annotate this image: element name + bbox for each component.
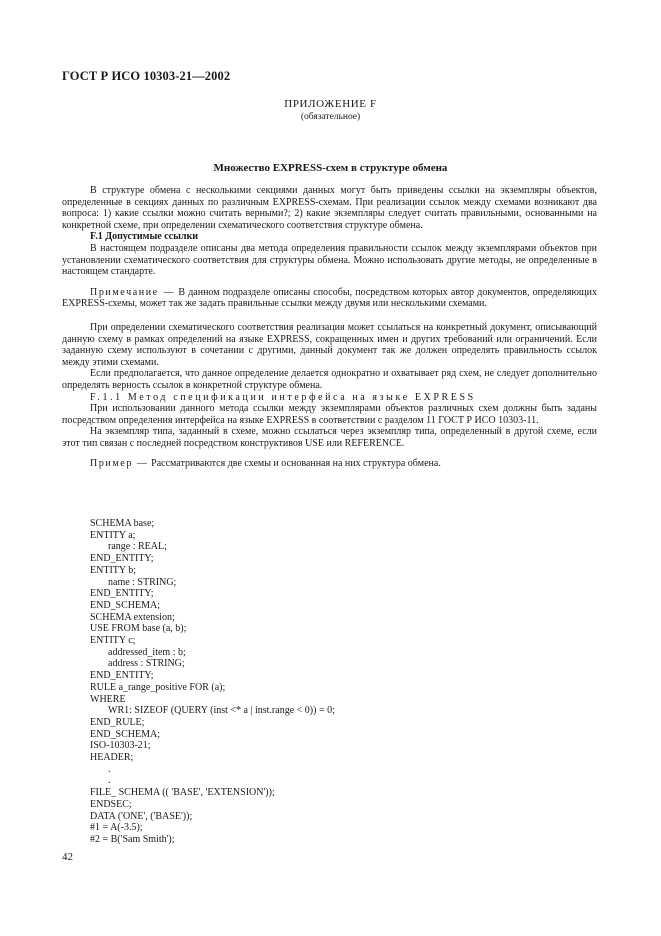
code-line: ENTITY b; bbox=[90, 564, 137, 576]
example-label: Пример — bbox=[90, 458, 149, 470]
code-line: END_ENTITY; bbox=[90, 553, 154, 565]
paragraph-conformance: При определении схематического соответствия реализация может ссылаться на конкретный документ, описывающий данную схему в рамках определений на языке EXPRESS, сокращенных имен и других требований или ограничений. Если заданную схему используют в сочетании с другими, данный документ так же должен определять правильность ссылок между этими схемами. bbox=[62, 321, 597, 368]
code-line: #2 = B('Sam Smith'); bbox=[90, 833, 175, 845]
appendix-subtitle: (обязательное) bbox=[300, 112, 361, 122]
code-line: SCHEMA extension; bbox=[90, 611, 175, 623]
example-text: Рассматриваются две схемы и основанная на них структура обмена. bbox=[148, 458, 441, 470]
section-heading-f1: F.1 Допустимые ссылки bbox=[90, 231, 199, 243]
code-line: END_ENTITY; bbox=[90, 588, 154, 600]
code-line: USE FROM base (a, b); bbox=[90, 623, 187, 635]
paragraph-interface: При использовании данного метода ссылки между экземплярами объектов различных схем должны быть заданы посредством определения интерфейса на языке EXPRESS в соответствии с разделом 11 ГОСТ Р ИСО 10303-11. bbox=[62, 403, 597, 426]
code-line: . bbox=[108, 775, 111, 787]
paragraph-intro: В структуре обмена с несколькими секциями данных могут быть приведены ссылки на экземпляры объектов, определенные в секциях данных по различным EXPRESS-схемам. При реализации ссылок между схемами возникают два вопроса: 1) какие ссылки можно считать верными?; 2) какие экземпляры следует считать правильными, основанными на конкретной схеме, при определении схематического соответствия структуре обмена. bbox=[62, 185, 597, 231]
standard-header: ГОСТ Р ИСО 10303-21—2002 bbox=[62, 69, 231, 83]
code-line: END_SCHEMA; bbox=[90, 599, 161, 611]
code-listing bbox=[90, 518, 335, 846]
code-line: address : STRING; bbox=[108, 658, 185, 670]
code-line: ENTITY a; bbox=[90, 529, 136, 541]
code-line: addressed_item : b; bbox=[108, 646, 186, 658]
note-label: Примечание — bbox=[90, 286, 176, 298]
note-paragraph bbox=[62, 287, 597, 310]
code-line: HEADER; bbox=[90, 752, 134, 764]
code-line: #1 = A(-3.5); bbox=[90, 822, 143, 834]
paragraph-methods: В настоящем подразделе описаны два метода определения правильности ссылок между экземплярами объектов при установлении схематического соответствия для структуры обмена. Можно использовать другие методы, не определенные в настоящем стандарте. bbox=[62, 242, 597, 278]
code-line: END_SCHEMA; bbox=[90, 728, 161, 740]
code-line: ENDSEC; bbox=[90, 798, 132, 810]
code-line: . bbox=[108, 763, 111, 775]
code-line: WR1: SIZEOF (QUERY (inst <* a | inst.range < 0)) = 0; bbox=[108, 705, 335, 717]
code-line: FILE_ SCHEMA (( 'BASE', 'EXTENSION')); bbox=[90, 787, 275, 799]
code-line: END_ENTITY; bbox=[90, 670, 154, 682]
paragraph-once: Если предполагается, что данное определение делается однократно и охватывает ряд схем, не следует дополнительно определять верность ссылок в конкретной структуре обмена. bbox=[62, 368, 597, 391]
code-line: ENTITY c; bbox=[90, 635, 136, 647]
code-line: ISO-10303-21; bbox=[90, 740, 151, 752]
page-number: 42 bbox=[62, 851, 73, 863]
code-line: range : REAL; bbox=[108, 541, 167, 553]
code-line: SCHEMA base; bbox=[90, 518, 155, 529]
note-text: В данном подразделе описаны способы, посредством которых автор документов, определяющих EXPRESS-схемы, может так же задать правильные ссылки между двумя или несколькими схемами. bbox=[62, 286, 597, 310]
appendix-title: ПРИЛОЖЕНИЕ F bbox=[284, 98, 377, 110]
example-paragraph bbox=[62, 458, 597, 470]
paragraph-use-reference: На экземпляр типа, заданный в схеме, можно ссылаться через экземпляр типа, определенный в другой схеме, если этот тип связан с последней посредством конструктивов USE или REFERENCE. bbox=[62, 426, 597, 449]
code-line: END_RULE; bbox=[90, 716, 145, 728]
code-line: name : STRING; bbox=[108, 576, 177, 588]
code-line: DATA ('ONE', ('BASE')); bbox=[90, 810, 193, 822]
code-line: RULE a_range_positive FOR (a); bbox=[90, 681, 226, 693]
code-line: WHERE bbox=[90, 693, 126, 705]
main-title: Множество EXPRESS-схем в структуре обмена bbox=[213, 162, 448, 174]
body-text bbox=[62, 185, 597, 470]
section-heading-f11: F.1.1 Метод спецификации интерфейса на языке EXPRESS bbox=[90, 391, 476, 403]
